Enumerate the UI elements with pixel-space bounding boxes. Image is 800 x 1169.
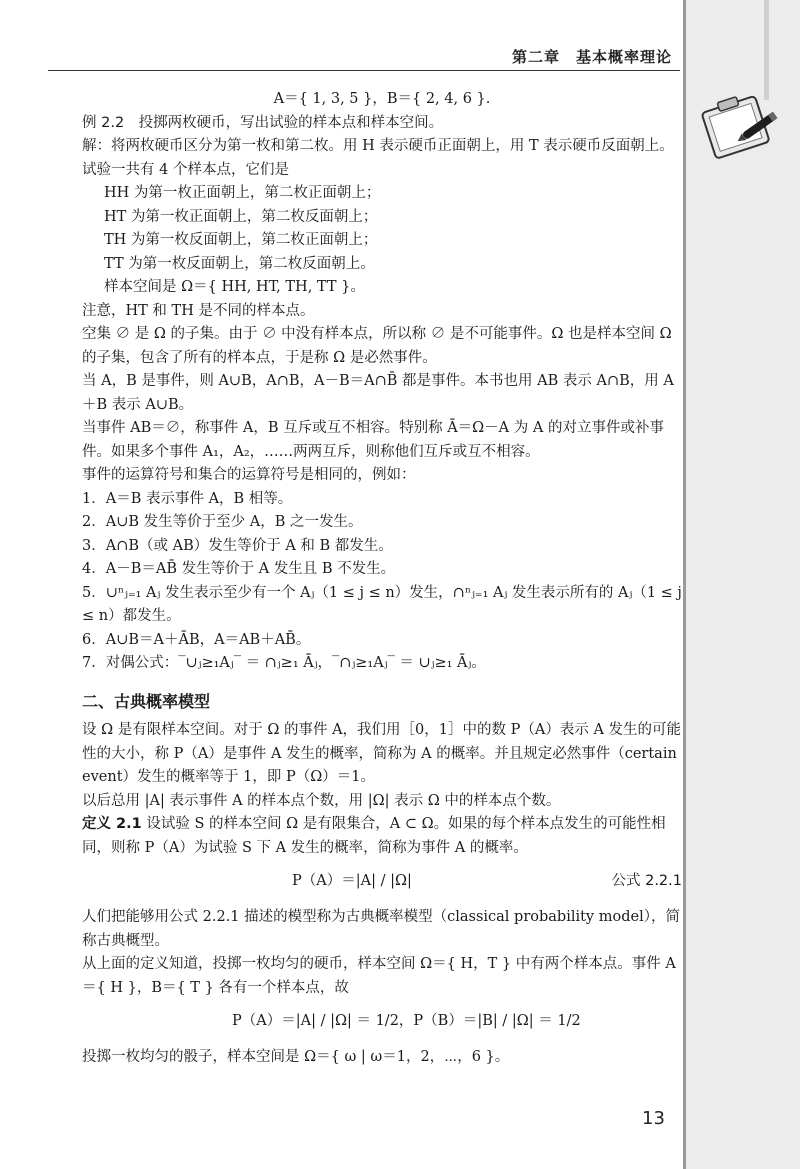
rule-3: 3．A∩B（或 AB）发生等价于 A 和 B 都发生。 — [82, 537, 393, 554]
rule-1: 1．A＝B 表示事件 A，B 相等。 — [82, 490, 293, 507]
clipboard-pen-icon — [690, 88, 790, 168]
page-body — [82, 88, 682, 1070]
note-line: 注意，HT 和 TH 是不同的样本点。 — [82, 302, 315, 319]
operations-intro: 事件的运算符号和集合的运算符号是相同的，例如： — [82, 467, 416, 483]
formula-2-2-1-row — [82, 860, 682, 906]
mutually-exclusive-paragraph: 当事件 AB＝∅，称事件 A，B 互斥或互不相容。特别称 Ā＝Ω－A 为 A 的对立事件或补事件。如果多个事件 A₁，A₂，……两两互斥，则称他们互斥或互不相容。 — [82, 420, 664, 460]
sample-point-ht: HT 为第一枚正面朝上，第二枚反面朝上； — [104, 208, 378, 225]
page-number: 13 — [642, 1108, 665, 1129]
rule-5: 5．∪ⁿⱼ₌₁ Aⱼ 发生表示至少有一个 Aⱼ（1 ≤ j ≤ n）发生，∩ⁿⱼ₌₁ Aⱼ 发生表示所有的 Aⱼ（1 ≤ j ≤ n）都发生。 — [82, 584, 682, 624]
definition-text: 设试验 S 的样本空间 Ω 是有限集合，A ⊂ Ω。如果的每个样本点发生的可能性相同，则称 P（A）为试验 S 下 A 发生的概率，简称为事件 A 的概率。 — [82, 816, 666, 856]
die-example-line: 投掷一枚均匀的骰子，样本空间是 Ω＝{ ω | ω＝1，2，⋯，6 }。 — [82, 1049, 510, 1065]
formula-2-2-1: P（A）＝|A| / |Ω| — [292, 873, 412, 889]
section-heading-classical-model: 二、古典概率模型 — [82, 691, 211, 711]
coin-example-paragraph: 从上面的定义知道，投掷一枚均匀的硬币，样本空间 Ω＝{ H，T } 中有两个样本点。事件 A＝{ H }，B＝{ T } 各有一个样本点，故 — [82, 956, 676, 996]
sample-space-line: 样本空间是 Ω＝{ HH, HT, TH, TT }。 — [104, 279, 365, 295]
rule-4: 4．A－B＝AB̄ 发生等价于 A 发生且 B 不发生。 — [82, 561, 396, 577]
coin-probability-formula: P（A）＝|A| / |Ω| ＝ 1/2，P（B）＝|B| / |Ω| ＝ 1/2 — [232, 1013, 581, 1029]
example-2-2 — [82, 112, 682, 136]
sample-point-hh: HH 为第一枚正面朝上，第二枚正面朝上； — [104, 185, 381, 201]
solution-paragraph: 解：将两枚硬币区分为第一枚和第二枚。用 H 表示硬币正面朝上，用 T 表示硬币反面朝上。试验一共有 4 个样本点，它们是 — [82, 138, 674, 178]
rule-7: 7．对偶公式：‾∪ⱼ≥₁Aⱼ‾ ＝ ∩ⱼ≥₁ Āⱼ，‾∩ⱼ≥₁Aⱼ‾ ＝ ∪ⱼ≥₁ Āⱼ。 — [82, 655, 486, 671]
margin-rule-top — [764, 0, 769, 100]
sample-point-tt: TT 为第一枚反面朝上，第二枚反面朝上。 — [104, 255, 375, 272]
classical-model-paragraph: 人们把能够用公式 2.2.1 描述的模型称为古典概率模型（classical probability model），简称古典概型。 — [82, 909, 680, 949]
coin-formula-row — [82, 1000, 682, 1046]
empty-set-paragraph: 空集 ∅ 是 Ω 的子集。由于 ∅ 中没有样本点，所以称 ∅ 是不可能事件。Ω 也是样本空间 Ω 的子集，包含了所有的样本点，于是称 Ω 是必然事件。 — [82, 326, 672, 366]
margin-rule — [683, 0, 686, 1169]
right-margin — [683, 0, 800, 1169]
running-header — [48, 42, 680, 71]
probability-definition-paragraph: 设 Ω 是有限样本空间。对于 Ω 的事件 A，我们用［0，1］中的数 P（A）表示 A 发生的可能性的大小，称 P（A）是事件 A 发生的概率，简称为 A 的概率。并且规定必然事件（certain event）发生的概率等于 1，即 P（Ω）＝1。 — [82, 722, 682, 785]
definition-2-1 — [82, 813, 682, 860]
rule-6: 6．A∪B＝A＋ĀB，A＝AB＋AB̄。 — [82, 631, 311, 648]
definition-label: 定义 2.1 — [82, 816, 142, 832]
cardinality-note: 以后总用 |A| 表示事件 A 的样本点个数，用 |Ω| 表示 Ω 中的样本点个数。 — [82, 792, 561, 809]
sample-point-th: TH 为第一枚反面朝上，第二枚正面朝上； — [104, 232, 378, 248]
chapter-title: 第二章 基本概率理论 — [511, 48, 672, 66]
formula-label: 公式 2.2.1 — [611, 873, 682, 889]
rule-2: 2．A∪B 发生等价于至少 A，B 之一发生。 — [82, 514, 363, 530]
example-2-2-text: 例 2.2 投掷两枚硬币，写出试验的样本点和样本空间。 — [82, 114, 444, 131]
set-example-line: A＝{ 1, 3, 5 }，B＝{ 2, 4, 6 }. — [273, 91, 491, 107]
event-operations-paragraph: 当 A，B 是事件，则 A∪B，A∩B，A－B＝A∩B̄ 都是事件。本书也用 AB 表示 A∩B，用 A＋B 表示 A∪B。 — [82, 373, 674, 413]
